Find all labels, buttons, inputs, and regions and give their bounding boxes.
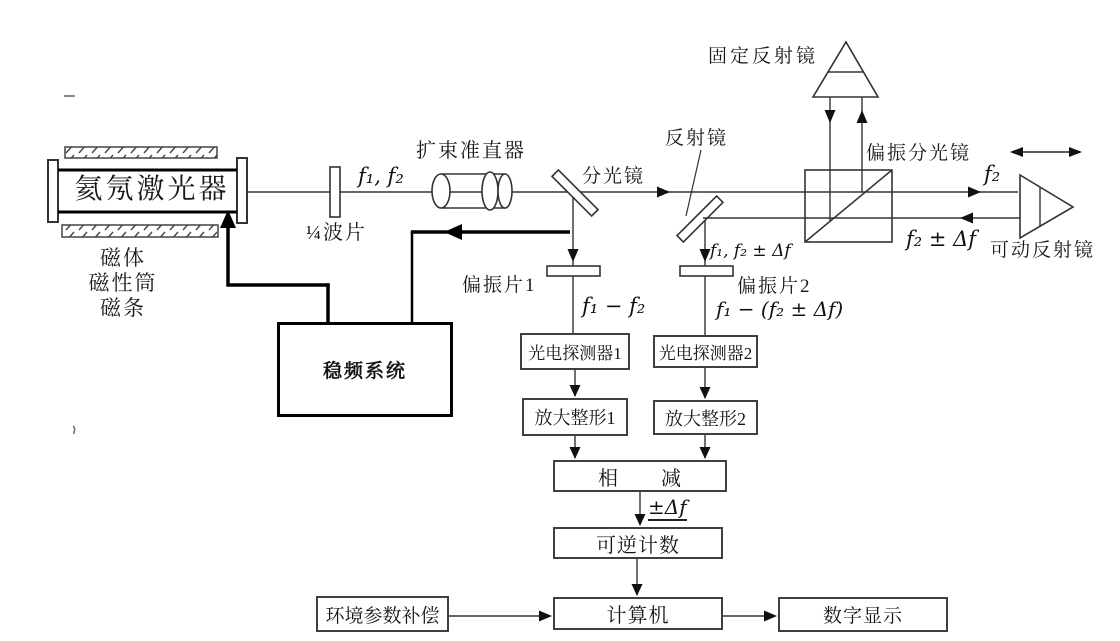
- arrowhead: [444, 224, 462, 240]
- polarizer1-plate: [547, 266, 600, 276]
- amplifier2-box: 放大整形2: [653, 400, 758, 435]
- amplifier1-box: 放大整形1: [522, 398, 628, 436]
- beam-f1-minus-f2df-label: f₁ − (f₂ ± Δf): [716, 297, 844, 321]
- beam-expander: [432, 172, 512, 210]
- digital-display-box: 数字显示: [778, 597, 948, 632]
- movable-reflector-label: 可动反射镜: [990, 240, 1096, 261]
- arrowhead: [968, 187, 981, 198]
- laser-label: 氦氖激光器: [74, 174, 230, 205]
- reflector-mirror: [677, 196, 723, 242]
- arrowhead: [700, 447, 711, 459]
- arrowhead: [825, 110, 836, 123]
- arrowhead: [700, 387, 711, 399]
- arrowhead: [857, 110, 868, 123]
- computer-box: 计算机: [553, 597, 723, 630]
- arrowhead: [960, 213, 973, 224]
- pbs-label: 偏振分光镜: [866, 143, 972, 164]
- movable-reflector-prism: [1020, 175, 1073, 238]
- beam-f1-minus-f2-label: f₁ − f₂: [582, 294, 646, 318]
- arrowhead: [632, 584, 643, 596]
- reflector-label: 反射镜: [665, 128, 729, 149]
- polarizer2-label: 偏振片2: [737, 276, 812, 297]
- fixed-reflector-prism: [813, 42, 878, 97]
- photodetector2-box: 光电探测器2: [653, 335, 758, 368]
- beam-f2-label: f₂: [984, 162, 1001, 186]
- beam-f1-f2-pm-df-label: f₁, f₂ ± Δf: [710, 241, 791, 261]
- env-compensation-box: 环境参数补偿: [316, 596, 449, 632]
- arrowhead: [1010, 147, 1023, 157]
- laser-left-cap: [48, 160, 58, 222]
- magnet-label-1: 磁体: [100, 246, 146, 270]
- magnet-bar-bottom: [62, 225, 218, 237]
- reversible-counter-box: 可逆计数: [553, 527, 723, 559]
- stabilization-system-box: 稳频系统: [277, 322, 453, 417]
- beam-f2-pm-df-label: f₂ ± Δf: [906, 227, 977, 251]
- arrowhead: [1069, 147, 1082, 157]
- arrowhead: [764, 611, 777, 622]
- quarter-wave-plate-label: ¼波片: [306, 222, 367, 244]
- scan-artifact-comma: [73, 426, 75, 434]
- arrowhead: [570, 385, 581, 397]
- arrowhead: [568, 249, 579, 262]
- beam-f1-f2-label: f₁, f₂: [358, 164, 404, 188]
- arrowhead: [700, 249, 711, 262]
- quarter-wave-plate: [330, 167, 340, 217]
- beam-splitter-label: 分光镜: [582, 166, 646, 187]
- photodetector1-box: 光电探测器1: [520, 333, 630, 370]
- arrowhead: [570, 447, 581, 459]
- fixed-reflector-label: 固定反射镜: [708, 46, 819, 67]
- magnet-bar-top: [65, 147, 217, 158]
- beam-expander-label: 扩束准直器: [416, 140, 526, 162]
- polarizer1-label: 偏振片1: [462, 275, 537, 296]
- laser-right-cap: [237, 158, 247, 223]
- magnet-label-2: 磁性筒: [88, 271, 158, 295]
- pbs-diagonal: [805, 170, 892, 242]
- arrowhead: [657, 187, 670, 198]
- pm-df-label: ±Δf: [648, 495, 687, 519]
- reflector-leader-line: [686, 150, 701, 216]
- magnet-label-3: 磁条: [100, 296, 146, 320]
- polarizer2-plate: [680, 266, 733, 276]
- arrowhead: [539, 611, 552, 622]
- subtractor-box: 相 减: [553, 460, 727, 492]
- arrowhead: [635, 514, 646, 526]
